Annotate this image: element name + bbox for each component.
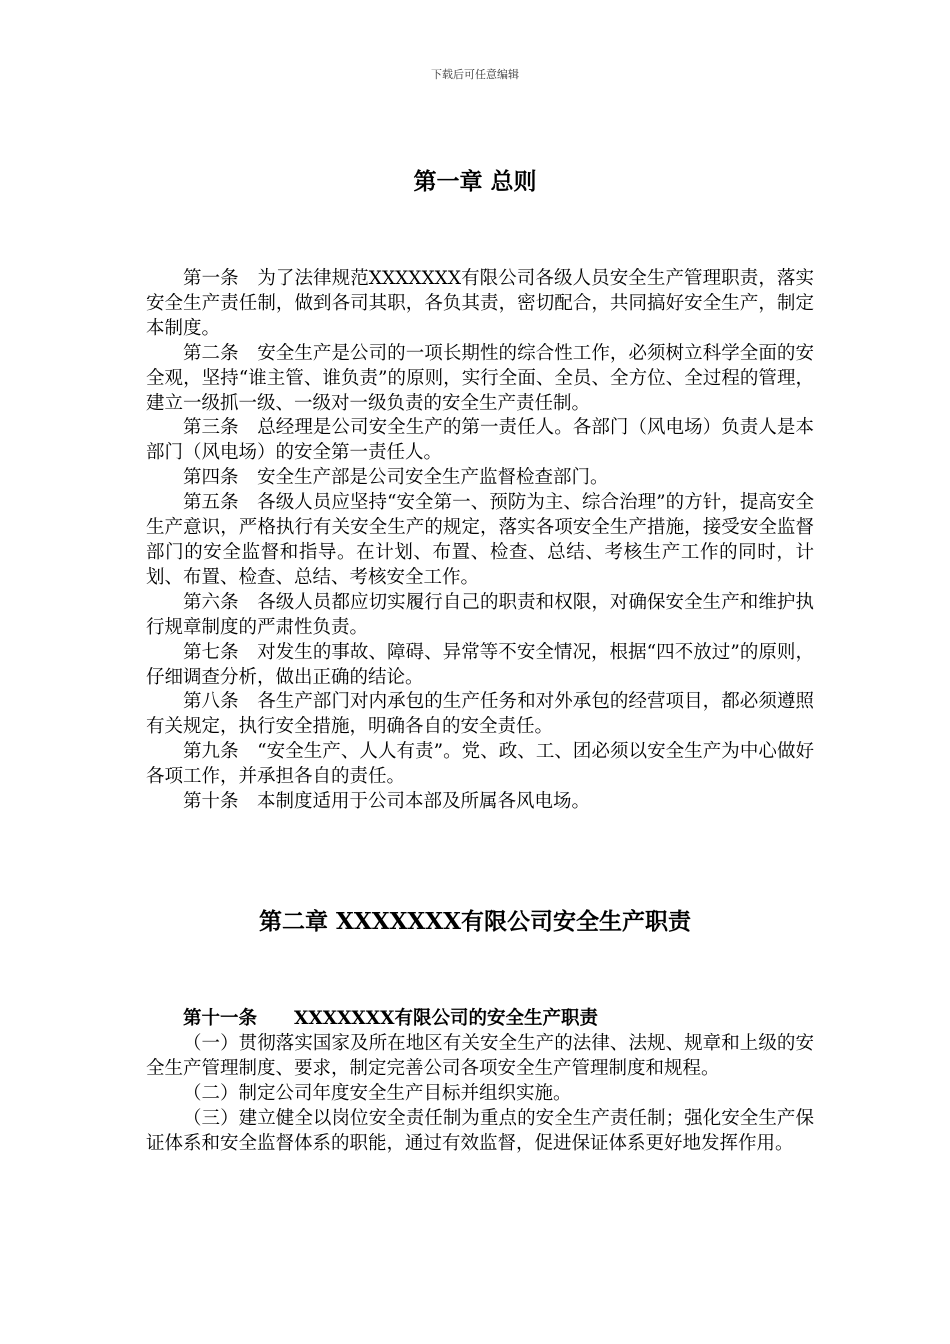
article-label: 第三条 (183, 417, 239, 439)
article-text: 总经理是公司安全生产的第一责任人。各部门（风电场）负责人是本部门（风电场）的安全第一责任人。 (146, 417, 814, 464)
article-label: 第五条 (183, 492, 239, 514)
article-1 (146, 267, 814, 342)
page-header: 下载后可任意编辑 (431, 68, 519, 81)
article-label: 第八条 (183, 691, 239, 713)
article-11-item-1: （一）贯彻落实国家及所在地区有关安全生产的法律、法规、规章和上级的安全生产管理制度、要求，制定完善公司各项安全生产管理制度和规程。 (146, 1032, 814, 1079)
article-7 (146, 641, 814, 691)
article-label: 第二条 (183, 342, 239, 364)
chapter-2-title: 第二章 XXXXXXX有限公司安全生产职责 (259, 908, 691, 935)
article-label: 第一条 (183, 268, 239, 289)
article-text: 为了法律规范XXXXXXX有限公司各级人员安全生产管理职责，落实安全生产责任制，做到各司其职，各负其责，密切配合，共同搞好安全生产，制定本制度。 (146, 268, 814, 339)
article-text: 各级人员应坚持“安全第一、预防为主、综合治理”的方针，提高安全生产意识，严格执行有关安全生产的规定，落实各项安全生产措施，接受安全监督部门的安全监督和指导。在计划、布置、检查、总结、考核生产工作的同时，计划、布置、检查、总结、考核安全工作。 (146, 492, 814, 588)
article-8 (146, 690, 814, 740)
chapter-2-body (146, 1007, 814, 1156)
article-text: 对发生的事故、障碍、异常等不安全情况，根据“四不放过”的原则，仔细调查分析，做出正确的结论。 (146, 641, 814, 688)
article-2 (146, 342, 814, 417)
article-5 (146, 491, 814, 591)
article-text: 安全生产是公司的一项长期性的综合性工作，必须树立科学全面的安全观，坚持“谁主管、谁负责”的原则，实行全面、全员、全方位、全过程的管理，建立一级抓一级、一级对一级负责的安全生产责任制。 (146, 342, 814, 414)
article-text: 安全生产部是公司安全生产监督检查部门。 (257, 467, 609, 489)
article-text: 本制度适用于公司本部及所属各风电场。 (257, 791, 591, 813)
chapter-1-body (146, 267, 814, 815)
article-11-title (146, 1007, 814, 1032)
article-text: 各级人员都应切实履行自己的职责和权限，对确保安全生产和维护执行规章制度的严肃性负责。 (146, 591, 814, 638)
article-label: 第六条 (183, 591, 239, 613)
article-heading-text: XXXXXXX有限公司的安全生产职责 (294, 1008, 598, 1029)
chapter-1-title: 第一章 总则 (413, 168, 537, 195)
article-9 (146, 740, 814, 790)
article-label: 第十条 (183, 791, 239, 813)
article-11-item-3: （三）建立健全以岗位安全责任制为重点的安全生产责任制；强化安全生产保证体系和安全监督体系的职能，通过有效监督，促进保证体系更好地发挥作用。 (146, 1107, 814, 1154)
article-4 (146, 466, 814, 491)
article-3 (146, 416, 814, 466)
article-label: 第四条 (183, 467, 239, 489)
article-text: 各生产部门对内承包的生产任务和对外承包的经营项目，都必须遵照有关规定，执行安全措施，明确各自的安全责任。 (146, 691, 814, 738)
article-11-item-2: （二）制定公司年度安全生产目标并组织实施。 (183, 1082, 572, 1104)
article-label: 第十一条 (183, 1008, 258, 1029)
article-6 (146, 591, 814, 641)
article-label: 第九条 (183, 741, 239, 763)
article-label: 第七条 (183, 641, 239, 663)
article-text: “安全生产、人人有责”。党、政、工、团必须以安全生产为中心做好各项工作，并承担各自的责任。 (146, 741, 814, 788)
article-10 (146, 790, 814, 815)
